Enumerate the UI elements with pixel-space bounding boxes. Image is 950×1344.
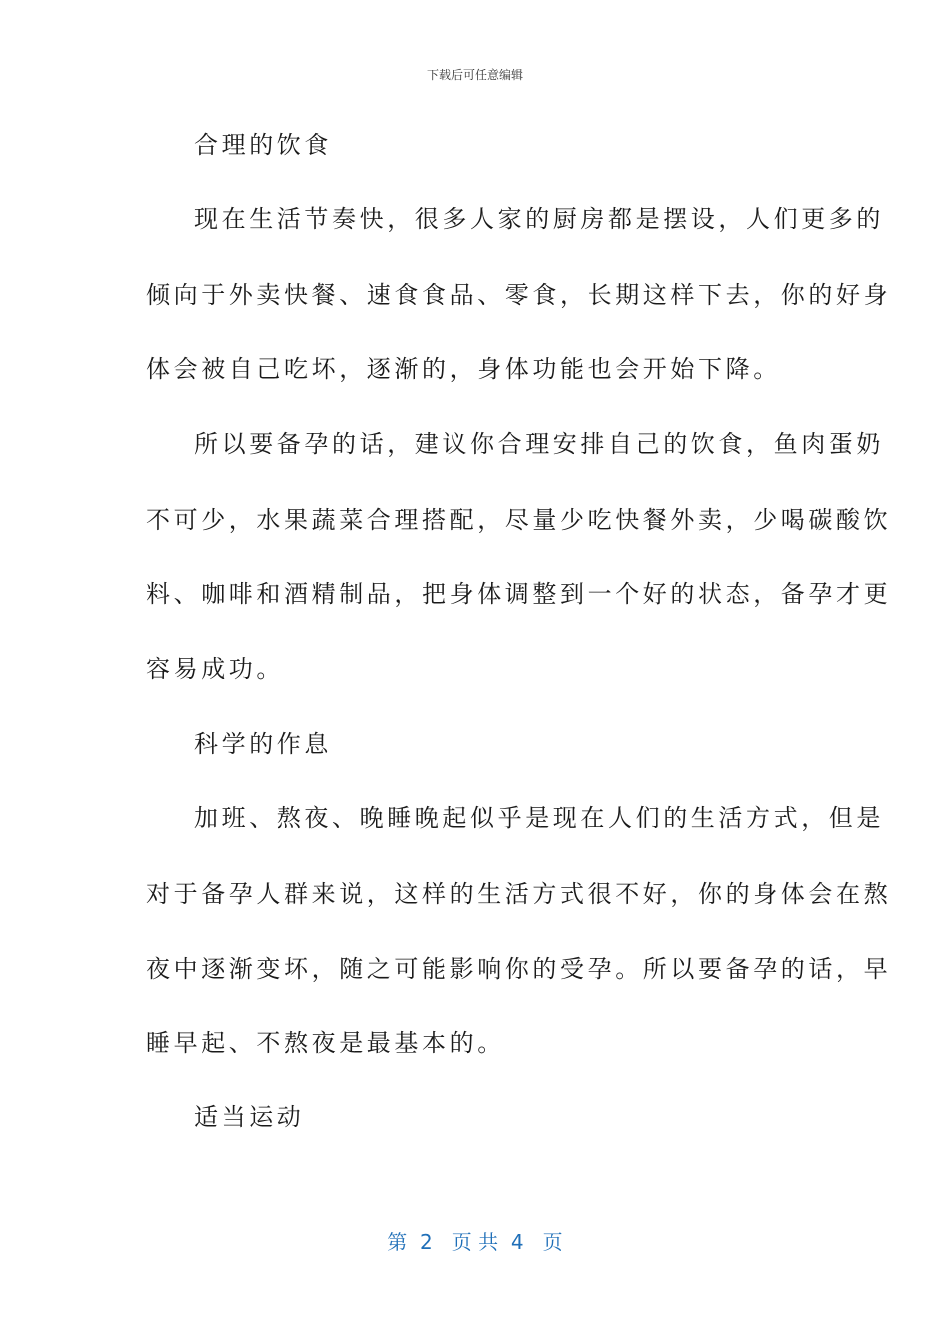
paragraph-line: 料、咖啡和酒精制品，把身体调整到一个好的状态，备孕才更	[146, 580, 892, 608]
paragraph-line: 所以要备孕的话，建议你合理安排自己的饮食，鱼肉蛋奶	[194, 430, 884, 458]
paragraph-line: 加班、熬夜、晚睡晚起似乎是现在人们的生活方式，但是	[194, 804, 884, 832]
paragraph-line: 容易成功。	[146, 655, 284, 683]
section-heading-schedule: 科学的作息	[194, 730, 332, 758]
section-heading-exercise: 适当运动	[194, 1103, 305, 1131]
paragraph-line: 睡早起、不熬夜是最基本的。	[146, 1029, 505, 1057]
header-note: 下载后可任意编辑	[426, 68, 523, 82]
page-number: 第 2 页 共 4 页	[387, 1230, 563, 1254]
paragraph-line: 体会被自己吃坏，逐渐的，身体功能也会开始下降。	[146, 355, 781, 383]
paragraph-line: 倾向于外卖快餐、速食食品、零食，长期这样下去，你的好身	[146, 281, 892, 309]
paragraph-line: 现在生活节奏快，很多人家的厨房都是摆设，人们更多的	[194, 205, 884, 233]
paragraph-line: 对于备孕人群来说，这样的生活方式很不好，你的身体会在熬	[146, 880, 892, 908]
paragraph-line: 夜中逐渐变坏，随之可能影响你的受孕。所以要备孕的话，早	[146, 955, 892, 983]
section-heading-diet: 合理的饮食	[194, 131, 332, 159]
paragraph-line: 不可少，水果蔬菜合理搭配，尽量少吃快餐外卖，少喝碳酸饮	[146, 506, 892, 534]
